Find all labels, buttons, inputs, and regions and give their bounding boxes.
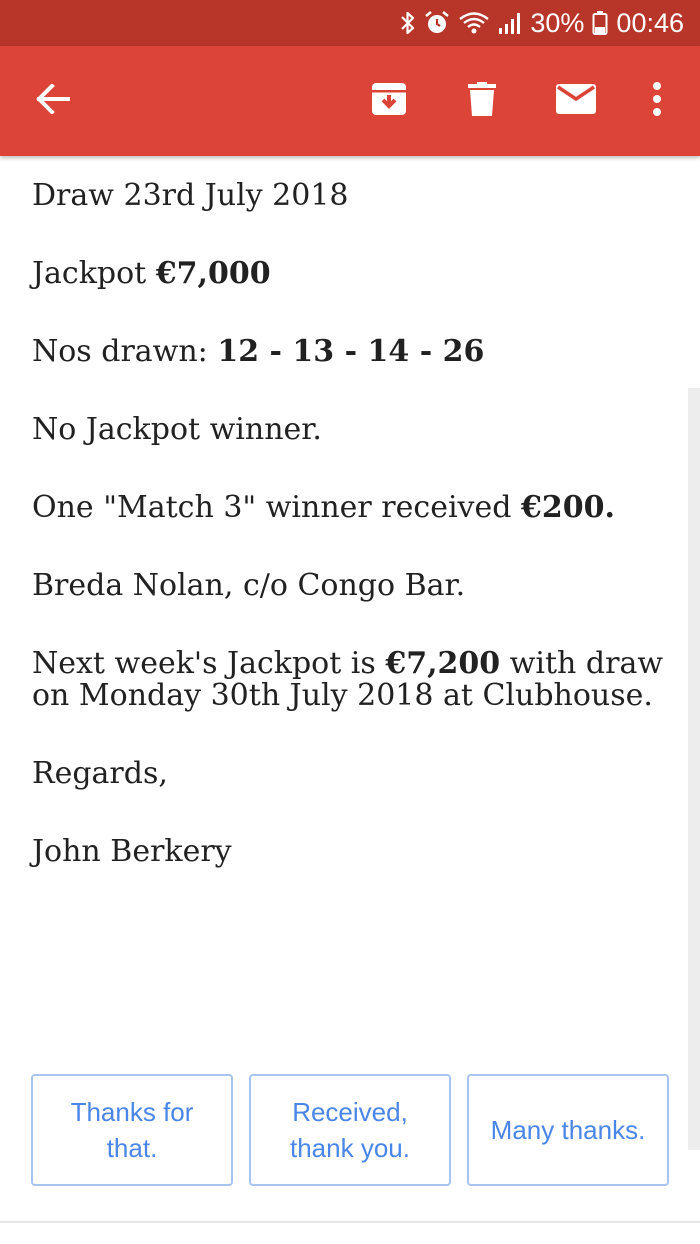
jackpot-amount: €7,000 [155,256,271,291]
smart-replies [31,1074,669,1190]
smart-reply-received-thank-you[interactable]: Received, thank you. [249,1074,451,1186]
jackpot-line [32,258,672,290]
status-bar [0,0,700,46]
mark-unread-icon [556,84,596,118]
email-body [32,180,672,914]
match-winner-line [32,492,672,524]
smart-reply-thanks-for-that[interactable]: Thanks for that. [31,1074,233,1186]
numbers-drawn-line [32,336,672,368]
signature: John Berkery [32,834,232,869]
regards: Regards, [32,756,168,791]
back-button[interactable] [23,71,83,131]
bluetooth-icon [400,10,416,36]
status-icons [400,0,684,46]
back-arrow-icon [36,84,70,118]
scrollbar[interactable] [688,388,700,1150]
next-jackpot-pre: Next week's Jackpot is [32,646,386,681]
smart-reply-many-thanks[interactable]: Many thanks. [467,1074,669,1186]
next-jackpot-post: with draw on Monday 30th July 2018 at Clubhouse. [32,646,664,713]
battery-percent: 30% [530,8,585,38]
jackpot-label: Jackpot [32,256,156,291]
winner-name: Breda Nolan, c/o Congo Bar. [32,568,466,603]
app-bar [0,46,700,156]
next-jackpot-amount: €7,200 [385,646,501,681]
signal-icon [498,10,522,36]
archive-icon [371,82,407,120]
match-label: One "Match 3" winner received [32,490,521,525]
bottom-divider [0,1221,700,1223]
more-options-button[interactable] [627,71,687,131]
delete-icon [468,82,496,120]
delete-button[interactable] [452,71,512,131]
draw-date: Draw 23rd July 2018 [32,178,349,213]
mark-unread-button[interactable] [546,71,606,131]
clock: 00:46 [616,8,684,38]
wifi-icon [458,10,490,36]
no-winner-line: No Jackpot winner. [32,412,322,447]
next-jackpot-line [32,648,672,712]
numbers-drawn: 12 - 13 - 14 - 26 [217,334,485,369]
numbers-label: Nos drawn: [32,334,218,369]
archive-button[interactable] [359,71,419,131]
battery-icon [592,10,608,36]
match-amount: €200. [520,490,615,525]
more-options-icon [652,82,662,120]
alarm-icon [424,10,450,36]
